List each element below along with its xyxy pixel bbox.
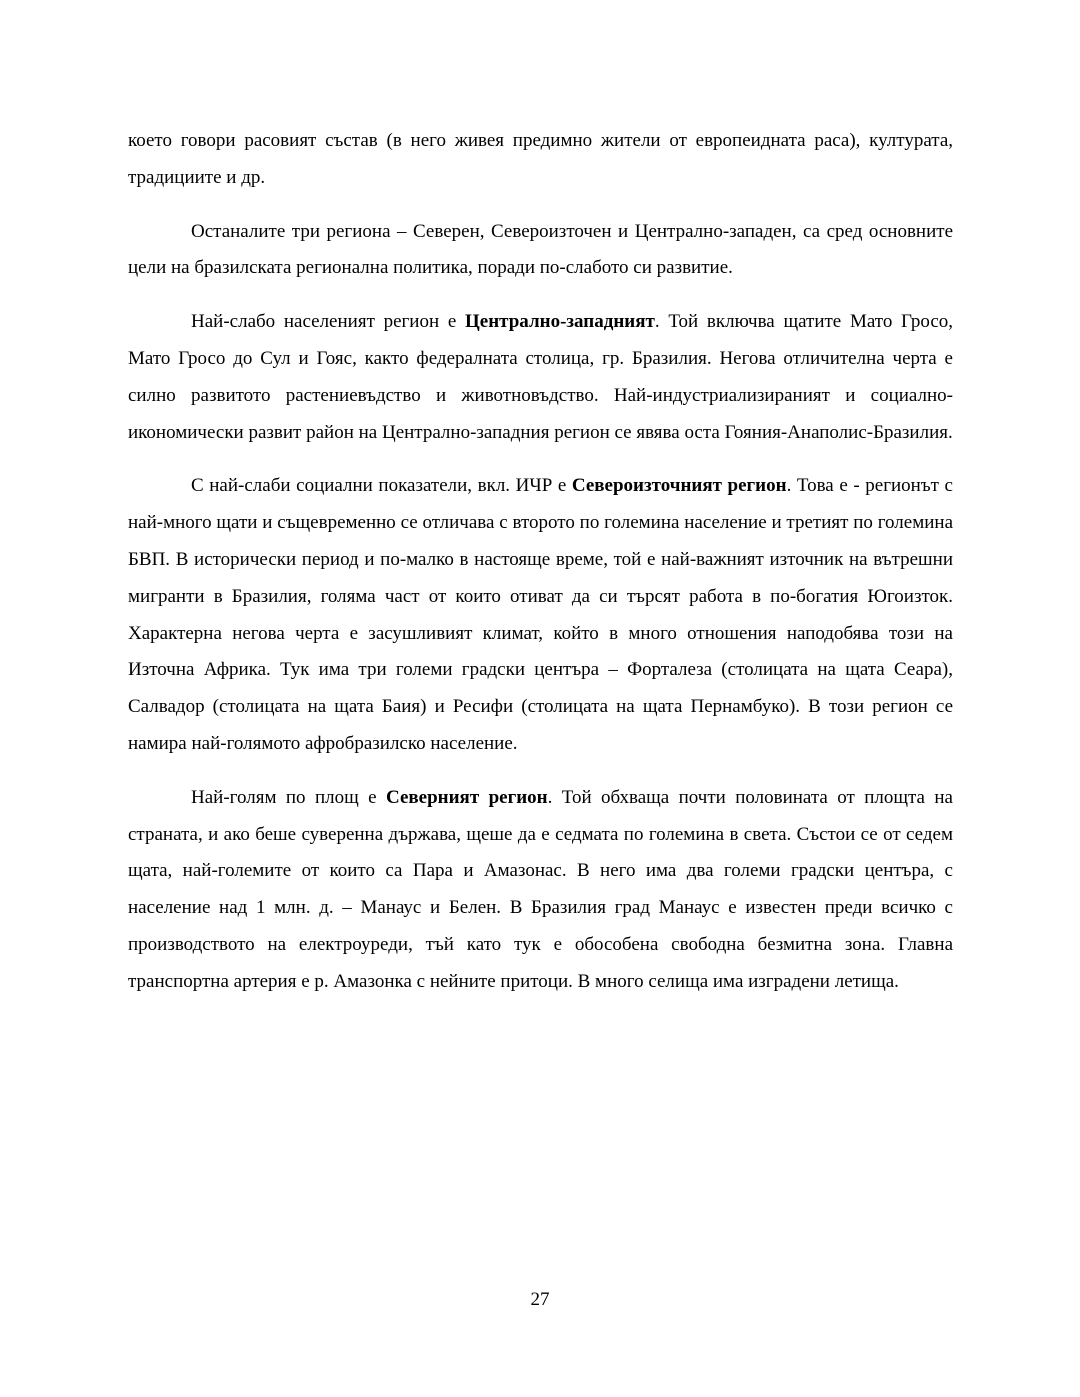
paragraph-text: . Той обхваща почти половината от площта на страната, и ако беше суверенна държава, щеше да е седмата по големина в света. Състои се от седем щата, най-големите от които са Пара и Амазонас. В него има два големи градски центъра, с население над 1 млн. д. – Манаус и Белен. В Бразилия град Манаус е известен преди всичко с производството на електроуреди, тъй като тук е обособена свободна безмитна зона. Главна транспортна артерия е р. Амазонка с нейните притоци. В много селища има изградени летища. — [128, 786, 953, 992]
paragraph-central-west-region — [128, 304, 953, 451]
paragraph-text: което говори расовият състав (в него живея предимно жители от европеидната раса), културата, традициите и др. — [128, 130, 953, 188]
paragraph-continuation — [128, 123, 953, 197]
paragraph-northeast-region — [128, 468, 953, 762]
paragraph-text: . Това е - регионът с най-много щати и същевременно се отличава с второто по големина население и третият по големина БВП. В исторически период и по-малко в настояще време, той е най-важният източник на вътрешни мигранти в Бразилия, голяма част от които отиват да си търсят работа в по-богатия Югоизток. Характерна негова черта е засушливият климат, който в много отношения наподобява този на Източна Африка. Тук има три големи градски центъра – Форталеза (столицата на щата Сеара), Салвадор (столицата на щата Баия) и Ресифи (столицата на щата Пернамбуко). В този регион се намира най-голямото афробразилско население. — [128, 475, 953, 754]
paragraph-text: . Той включва щатите Мато Гросо, Мато Гросо до Сул и Гояс, както федералната столица, гр. Бразилия. Негова отличителна черта е силно развитото растениевъдство и животновъдство. Най-индустриализираният и социално-икономически развит район на Централно-западния регион се явява оста Гояния-Анаполис-Бразилия. — [128, 311, 953, 443]
document-page — [128, 123, 953, 1001]
paragraph-text: Останалите три региона – Северен, Североизточен и Централно-западен, са сред основните цели на бразилската регионална политика, поради по-слабото си развитие. — [128, 220, 953, 279]
page-number: 27 — [530, 1289, 550, 1310]
paragraph-text: Най-слабо населеният регион е — [191, 311, 466, 333]
paragraph-north-region — [128, 780, 953, 1001]
bold-term-central-west: Централно-западният — [465, 311, 655, 333]
paragraph-remaining-regions — [128, 214, 953, 288]
bold-term-north: Северният регион — [386, 786, 548, 808]
paragraph-text: Най-голям по площ е — [191, 786, 387, 808]
bold-term-northeast: Североизточният регион — [571, 475, 787, 497]
paragraph-text: С най-слаби социални показатели, вкл. ИЧР е — [191, 475, 572, 497]
